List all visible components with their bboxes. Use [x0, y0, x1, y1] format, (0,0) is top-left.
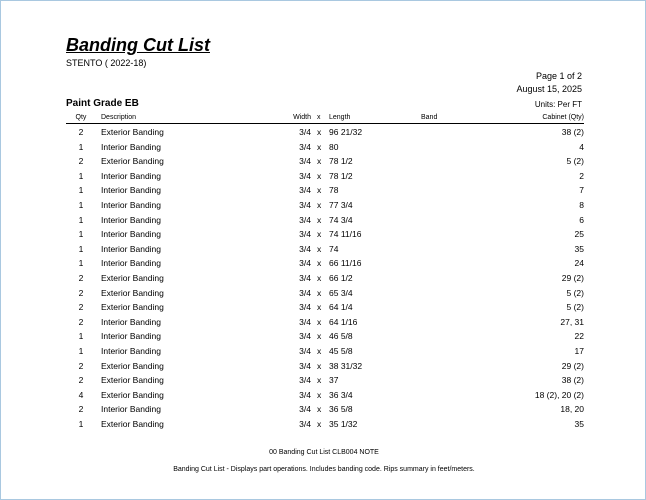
cell-len: 64 1/16	[329, 316, 358, 327]
footer-description: Banding Cut List - Displays part operations. Includes banding code. Rips summary in feet/meters.	[173, 466, 475, 473]
table-row	[1, 344, 646, 359]
cell-x: x	[317, 258, 322, 269]
cell-len: 78	[329, 185, 339, 196]
cell-x: x	[317, 375, 322, 386]
cell-desc: Interior Banding	[101, 243, 162, 254]
table-row	[1, 329, 646, 344]
cell-qty: 1	[78, 214, 84, 225]
cell-qty: 2	[78, 375, 84, 386]
cell-cab: 38 (2)	[561, 375, 584, 386]
cell-cab: 17	[574, 345, 584, 356]
col-qty: Qty	[75, 114, 87, 121]
cell-qty: 1	[78, 141, 84, 152]
cell-cab: 7	[579, 185, 584, 196]
cell-len: 36 3/4	[329, 389, 353, 400]
cell-width: 3/4	[299, 375, 311, 386]
cell-x: x	[317, 389, 322, 400]
cell-cab: 29 (2)	[561, 360, 584, 371]
cell-desc: Interior Banding	[101, 331, 162, 342]
cell-qty: 4	[78, 389, 84, 400]
cell-width: 3/4	[299, 214, 311, 225]
cell-width: 3/4	[299, 272, 311, 283]
cell-cab: 8	[579, 199, 584, 210]
cell-x: x	[317, 287, 322, 298]
footer-code: 00 Banding Cut List CLB004 NOTE	[269, 449, 379, 456]
cell-len: 74 3/4	[329, 214, 353, 225]
cell-cab: 5 (2)	[566, 156, 584, 167]
table-row	[1, 213, 646, 228]
cell-qty: 2	[78, 302, 84, 313]
cell-qty: 1	[78, 331, 84, 342]
col-cabinet: Cabinet (Qty)	[542, 114, 584, 121]
cell-width: 3/4	[299, 243, 311, 254]
cell-len: 66 1/2	[329, 272, 353, 283]
cell-qty: 1	[78, 418, 84, 429]
cell-width: 3/4	[299, 287, 311, 298]
cell-cab: 5 (2)	[566, 302, 584, 313]
cell-len: 66 11/16	[329, 258, 362, 269]
table-body	[1, 125, 646, 431]
cell-x: x	[317, 418, 322, 429]
cell-qty: 2	[78, 404, 84, 415]
cell-width: 3/4	[299, 199, 311, 210]
cell-desc: Exterior Banding	[101, 418, 164, 429]
cell-width: 3/4	[299, 360, 311, 371]
cell-desc: Interior Banding	[101, 185, 162, 196]
table-row	[1, 183, 646, 198]
table-row	[1, 198, 646, 213]
cell-width: 3/4	[299, 127, 311, 137]
cell-qty: 1	[78, 345, 84, 356]
cell-desc: Exterior Banding	[101, 156, 164, 167]
cell-width: 3/4	[299, 404, 311, 415]
cell-x: x	[317, 345, 322, 356]
cell-x: x	[317, 214, 322, 225]
cell-x: x	[317, 404, 322, 415]
cell-desc: Interior Banding	[101, 258, 162, 269]
cell-x: x	[317, 127, 322, 137]
cell-x: x	[317, 360, 322, 371]
cell-cab: 4	[579, 141, 584, 152]
page-number: Page 1 of 2	[535, 71, 582, 81]
cell-qty: 1	[78, 199, 84, 210]
col-x: x	[317, 114, 321, 121]
table-row	[1, 373, 646, 388]
table-row	[1, 359, 646, 374]
cell-cab: 2	[579, 170, 584, 181]
col-width: Width	[293, 114, 311, 121]
cell-width: 3/4	[299, 156, 311, 167]
col-length: Length	[329, 114, 351, 121]
cell-qty: 2	[78, 287, 84, 298]
cell-desc: Exterior Banding	[101, 375, 164, 386]
col-description: Description	[101, 114, 137, 121]
cell-x: x	[317, 243, 322, 254]
cell-x: x	[317, 302, 322, 313]
cell-width: 3/4	[299, 141, 311, 152]
cell-len: 78 1/2	[329, 170, 353, 181]
cell-desc: Exterior Banding	[101, 302, 164, 313]
cell-len: 65 3/4	[329, 287, 353, 298]
cell-desc: Interior Banding	[101, 316, 162, 327]
cell-len: 64 1/4	[329, 302, 353, 313]
table-row	[1, 315, 646, 330]
table-row	[1, 169, 646, 184]
header-rule	[66, 123, 584, 124]
cell-len: 38 31/32	[329, 360, 363, 371]
report-title: Banding Cut List	[66, 35, 210, 55]
cell-desc: Exterior Banding	[101, 272, 164, 283]
cell-len: 74 11/16	[329, 229, 362, 240]
cell-qty: 1	[78, 170, 84, 181]
cell-x: x	[317, 229, 322, 240]
cell-len: 36 5/8	[329, 404, 353, 415]
cell-width: 3/4	[299, 418, 311, 429]
cell-len: 78 1/2	[329, 156, 353, 167]
cell-cab: 35	[574, 418, 584, 429]
table-row	[1, 242, 646, 257]
cell-x: x	[317, 141, 322, 152]
cell-width: 3/4	[299, 258, 311, 269]
cell-desc: Interior Banding	[101, 214, 162, 225]
cell-cab: 22	[574, 331, 584, 342]
cell-desc: Interior Banding	[101, 141, 162, 152]
cell-cab: 27, 31	[560, 316, 584, 327]
cell-x: x	[317, 199, 322, 210]
col-band: Band	[421, 114, 438, 121]
cell-qty: 1	[78, 243, 84, 254]
cell-len: 45 5/8	[329, 345, 353, 356]
cell-len: 35 1/32	[329, 418, 358, 429]
cell-cab: 25	[574, 229, 584, 240]
table-row	[1, 227, 646, 242]
cell-desc: Exterior Banding	[101, 287, 164, 298]
cell-x: x	[317, 156, 322, 167]
cell-x: x	[317, 331, 322, 342]
cell-width: 3/4	[299, 316, 311, 327]
cell-x: x	[317, 170, 322, 181]
units-label: Units: Per FT	[534, 100, 582, 109]
section-title: Paint Grade EB	[66, 98, 139, 109]
cell-desc: Exterior Banding	[101, 127, 164, 137]
cell-len: 37	[329, 375, 339, 386]
cell-len: 80	[329, 141, 339, 152]
cell-x: x	[317, 185, 322, 196]
table-row	[1, 300, 646, 315]
cell-width: 3/4	[299, 229, 311, 240]
cell-width: 3/4	[299, 170, 311, 181]
page-info	[516, 70, 582, 96]
cell-desc: Interior Banding	[101, 170, 162, 181]
cell-x: x	[317, 272, 322, 283]
cell-desc: Interior Banding	[101, 199, 162, 210]
table-row	[1, 388, 646, 403]
cell-cab: 38 (2)	[561, 127, 584, 137]
table-row	[1, 417, 646, 432]
cell-desc: Interior Banding	[101, 404, 162, 415]
cell-cab: 24	[574, 258, 584, 269]
cell-qty: 2	[78, 360, 84, 371]
cell-desc: Exterior Banding	[101, 360, 164, 371]
cell-cab: 29 (2)	[561, 272, 584, 283]
cell-len: 46 5/8	[329, 331, 353, 342]
cell-desc: Interior Banding	[101, 229, 162, 240]
cell-len: 96 21/32	[329, 127, 363, 137]
cell-x: x	[317, 316, 322, 327]
cell-width: 3/4	[299, 331, 311, 342]
table-row	[1, 125, 646, 140]
cell-width: 3/4	[299, 302, 311, 313]
cell-desc: Exterior Banding	[101, 389, 164, 400]
report-date: August 15, 2025	[516, 84, 582, 94]
cell-qty: 1	[78, 229, 84, 240]
cell-cab: 6	[579, 214, 584, 225]
cell-cab: 18 (2), 20 (2)	[534, 389, 584, 400]
cell-qty: 2	[78, 272, 84, 283]
cell-qty: 1	[78, 258, 84, 269]
cell-cab: 18, 20	[560, 404, 584, 415]
project-name: STENTO ( 2022-18)	[66, 58, 147, 68]
cell-qty: 1	[78, 185, 84, 196]
cell-width: 3/4	[299, 185, 311, 196]
cell-width: 3/4	[299, 389, 311, 400]
table-row	[1, 271, 646, 286]
table-row	[1, 154, 646, 169]
cell-width: 3/4	[299, 345, 311, 356]
table-row	[1, 286, 646, 301]
cell-cab: 35	[574, 243, 584, 254]
table-row	[1, 402, 646, 417]
cell-qty: 2	[78, 127, 84, 137]
cell-cab: 5 (2)	[566, 287, 584, 298]
cell-len: 77 3/4	[329, 199, 353, 210]
cell-desc: Interior Banding	[101, 345, 162, 356]
cell-qty: 2	[78, 156, 84, 167]
table-row	[1, 256, 646, 271]
cell-qty: 2	[78, 316, 84, 327]
cell-len: 74	[329, 243, 339, 254]
table-row	[1, 140, 646, 155]
